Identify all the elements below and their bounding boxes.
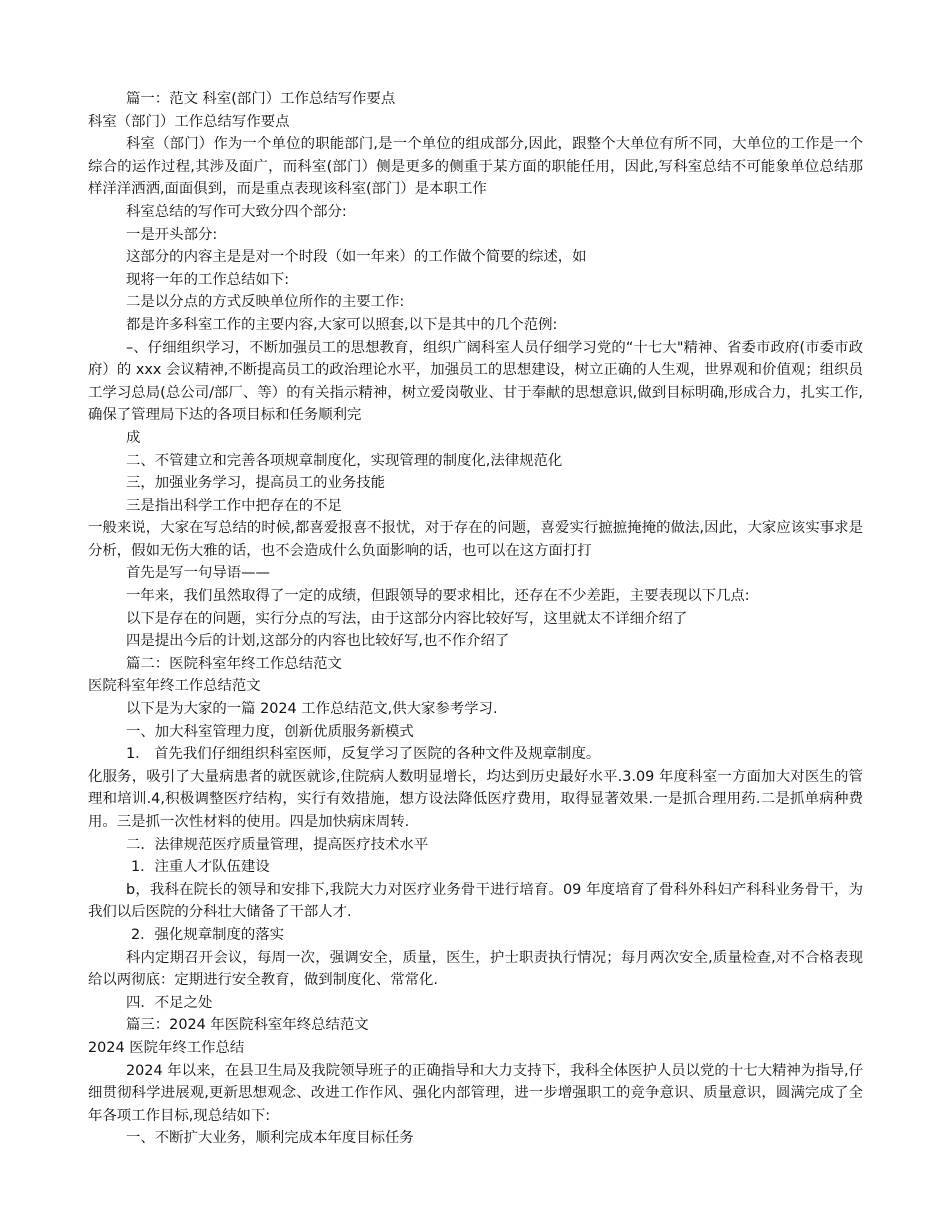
paragraph: 科室总结的写作可大致分四个部分: <box>126 203 347 220</box>
paragraph: 三是指出科学工作中把存在的不足 <box>126 497 342 514</box>
paragraph: 首先是写一句导语—— <box>126 565 270 582</box>
paragraph: 科内定期召开会议，每周一次，强调安全，质量，医生，护士职责执行情况；每月两次安全,质量检查,对不合格表现给以两彻底：定期进行安全教育，做到制度化、常常化. <box>88 949 863 989</box>
paragraph: 一、不断扩大业务，顺利完成本年度目标任务 <box>126 1130 414 1147</box>
subtitle: 医院科室年终工作总结范文 <box>88 678 261 695</box>
paragraph: 成 <box>126 429 141 446</box>
paragraph: 二．法律规范医疗质量管理，提高医疗技术水平 <box>126 836 429 853</box>
paragraph: 2024 年以来，在县卫生局及我院领导班子的正确指导和大力支持下，我科全体医护人员以党的十七大精神为指导,仔细贯彻科学进展观,更新思想观念、改进工作作风、强化内部管理，进一步增强职工的竞争意识、质量意识，圆满完成了全年各项工作目标,现总结如下: <box>88 1062 863 1124</box>
section-heading-3: 篇三：2024 年医院科室年终总结范文 <box>126 1017 369 1034</box>
paragraph: 现将一年的工作总结如下: <box>126 271 290 288</box>
paragraph: 四．不足之处 <box>126 994 213 1011</box>
paragraph: 1．注重人才队伍建设 <box>131 859 270 876</box>
paragraph: 以下是存在的问题，实行分点的写法，由于这部分内容比较好写，这里就太不详细介绍了 <box>126 610 688 627</box>
paragraph: b，我科在院长的领导和安排下,我院大力对医疗业务骨干进行培育。09 年度培育了骨科外科妇产科科业务骨干，为我们以后医院的分科壮大储备了干部人才. <box>88 881 863 921</box>
paragraph: 以下是为大家的一篇 2024 工作总结范文,供大家参考学习. <box>126 701 498 718</box>
paragraph: 一年来，我们虽然取得了一定的成绩，但跟领导的要求相比，还存在不少差距，主要表现以下几点: <box>126 588 750 605</box>
section-heading-2: 篇二：医院科室年终工作总结范文 <box>126 655 342 672</box>
paragraph: 一、加大科室管理力度，创新优质服务新模式 <box>126 723 414 740</box>
paragraph: 1． 首先我们仔细组织科室医师，反复学习了医院的各种文件及规章制度。 <box>126 746 601 763</box>
paragraph: 2．强化规章制度的落实 <box>131 926 285 943</box>
paragraph: 这部分的内容主是是对一个时段（如一年来）的工作做个简要的综述，如 <box>126 249 587 266</box>
subtitle: 2024 医院年终工作总结 <box>88 1039 245 1056</box>
subtitle: 科室（部门）工作总结写作要点 <box>88 113 290 130</box>
paragraph: 一是开头部分: <box>126 226 218 243</box>
paragraph: 四是提出今后的计划,这部分的内容也比较好写,也不作介绍了 <box>126 633 510 650</box>
paragraph: 二是以分点的方式反映单位所作的主要工作: <box>126 294 405 311</box>
paragraph: 都是许多科室工作的主要内容,大家可以照套,以下是其中的几个范例: <box>126 316 558 333</box>
section-heading-1: 篇一：范文 科室(部门）工作总结写作要点 <box>126 91 396 107</box>
paragraph: 二、不管建立和完善各项规章制度化，实现管理的制度化,法律规范化 <box>126 452 563 469</box>
paragraph: 化服务，吸引了大量病患者的就医就诊,住院病人数明显增长，均达到历史最好水平.3.09 年度科室一方面加大对医生的管理和培训.4,积极调整医疗结构，实行有效措施，想方设法降低医疗费用，取得显著效果.一是抓合理用药.二是抓单病种费用。三是抓一次性材料的使用。四是加快病床周转. <box>88 768 863 830</box>
paragraph: –、仔细组织学习，不断加强员工的思想教育，组织广阔科室人员仔细学习党的“十七大"精神、省委市政府(市委市政府）的 xxx 会议精神,不断提高员工的政治理论水平，加强员工的思想建设，树立正确的人生观，世界观和价值观；组织员工学习总局(总公司/部厂、等）的有关指示精神，树立爱岗敬业、甘于奉献的思想意识,做到目标明确,形成合力，扎实工作,确保了管理局下达的各项目标和任务顺利完 <box>88 339 863 424</box>
document-body <box>88 88 863 1150</box>
paragraph: 一般来说，大家在写总结的时候,都喜爱报喜不报忧，对于存在的问题，喜爱实行摭摭掩掩的做法,因此，大家应该实事求是分析，假如无伤大雅的话，也不会造成什么负面影响的话，也可以在这方面打打 <box>88 520 863 559</box>
paragraph: 三，加强业务学习，提高员工的业务技能 <box>126 475 386 492</box>
paragraph: 科室（部门）作为一个单位的职能部门,是一个单位的组成部分,因此，跟整个大单位有所不同，大单位的工作是一个综合的运作过程,其涉及面广，而科室(部门）侧是更多的侧重于某方面的职能任用，因此,写科室总结不可能象单位总结那样洋洋洒洒,面面俱到，而是重点表现该科室(部门）是本职工作 <box>88 136 863 198</box>
